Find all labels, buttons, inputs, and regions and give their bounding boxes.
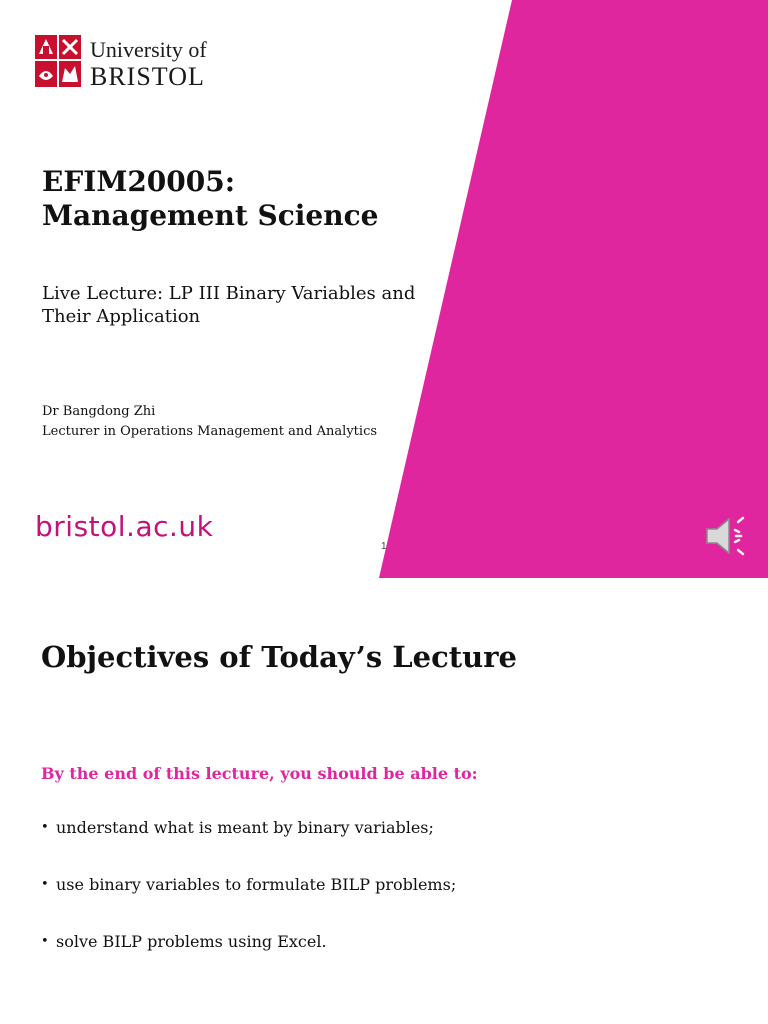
lecture-subtitle: Live Lecture: LP III Binary Variables and Their Application (42, 283, 416, 327)
objective-text: use binary variables to formulate BILP problems; (56, 875, 457, 894)
objectives-lead: By the end of this lecture, you should be able to: (41, 764, 478, 783)
page-number: 1 (381, 541, 387, 552)
course-name: Management Science (42, 199, 379, 232)
list-item (41, 818, 456, 875)
speaker-icon[interactable] (703, 513, 751, 559)
objectives-list (41, 818, 456, 989)
list-item (41, 875, 456, 932)
objective-text: understand what is meant by binary variables; (56, 818, 434, 837)
objective-text: solve BILP problems using Excel. (56, 932, 327, 951)
website-url: bristol.ac.uk (35, 510, 214, 543)
university-logo (34, 34, 207, 90)
bullet-icon: • (41, 820, 49, 835)
bullet-icon: • (41, 934, 49, 949)
university-crest-icon (34, 34, 82, 88)
logo-line-1: University of (90, 37, 207, 62)
university-wordmark (90, 34, 207, 90)
course-code: EFIM20005: (42, 165, 236, 198)
logo-line-2: BRISTOL (90, 62, 205, 91)
author-role: Lecturer in Operations Management and Analytics (42, 424, 378, 439)
list-item (41, 932, 456, 989)
course-title (42, 165, 378, 233)
author-block (42, 402, 377, 442)
slide-title: Objectives of Today’s Lecture (41, 640, 517, 674)
objectives-slide (0, 578, 768, 1024)
bullet-icon: • (41, 877, 49, 892)
author-name: Dr Bangdong Zhi (42, 404, 156, 419)
